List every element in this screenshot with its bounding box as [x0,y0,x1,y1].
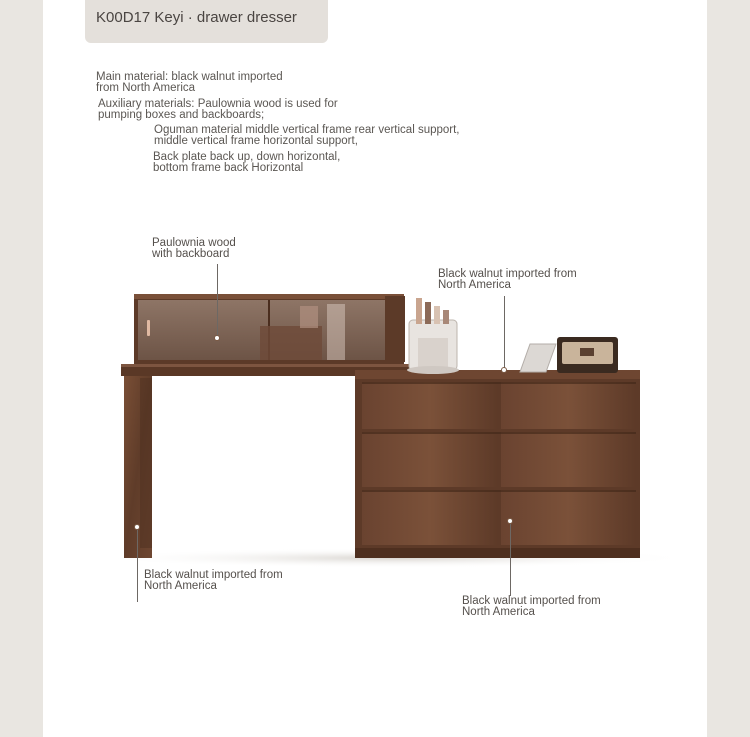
books [520,344,556,372]
drawer-6 [501,490,636,545]
callout-paulownia: Paulownia wood with backboard [152,237,236,260]
leader-walnut-left [137,530,138,602]
drawer-3 [362,432,498,487]
drawer-2 [501,382,636,429]
marker-paulownia [214,335,220,341]
spec-back-plate: Back plate back up, down horizontal, bottom frame back Horizontal [153,151,341,174]
product-title: K00D17 Keyi · drawer dresser [85,0,328,43]
callout-walnut-bottom: Black walnut imported from North America [462,595,601,618]
drawer-5 [362,490,498,545]
leader-walnut-top [504,296,505,368]
hutch-handle-left [147,320,150,336]
spec-oguman-material: Oguman material middle vertical frame rear vertical support, middle vertical frame horizontal support, [154,124,460,147]
drawer-4 [501,432,636,487]
drawer-1 [362,382,498,429]
spec-main-material: Main material: black walnut imported from North America [96,71,283,94]
spec-auxiliary-materials: Auxiliary materials: Paulownia wood is used for pumping boxes and backboards; [98,98,338,121]
leader-walnut-bottom [510,524,511,596]
marker-walnut-top [501,367,507,373]
leader-paulownia [217,264,218,336]
callout-walnut-left: Black walnut imported from North America [144,569,283,592]
callout-walnut-top: Black walnut imported from North America [438,268,577,291]
